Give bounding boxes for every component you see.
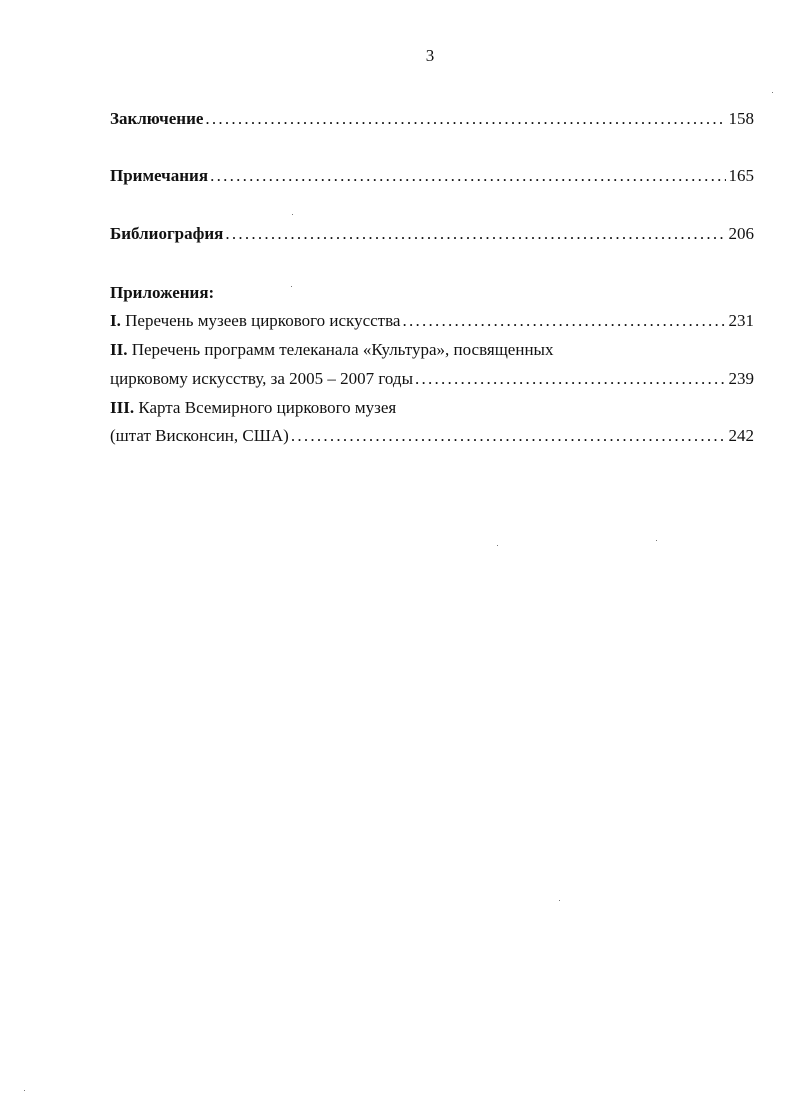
leader-dots: [291, 426, 726, 446]
appendix-numeral: III.: [110, 398, 135, 417]
toc-entry-appendix-2-line1: [110, 340, 553, 360]
toc-title: Заключение: [110, 109, 204, 128]
page-number: 3: [425, 46, 435, 65]
toc-entry-notes: [110, 166, 754, 186]
toc-page-number: 242: [728, 426, 754, 445]
toc-entry-appendix-3: [110, 426, 754, 446]
leader-dots: [225, 224, 725, 244]
appendix-title: Перечень музеев циркового искусства: [125, 311, 401, 330]
scan-speck: [24, 1090, 25, 1091]
toc-entry-conclusion: [110, 109, 754, 129]
leader-dots: [210, 166, 725, 186]
toc-page-number: 239: [728, 369, 754, 388]
leader-dots: [205, 109, 725, 129]
toc-title: Примечания: [110, 166, 209, 185]
toc-title: [110, 311, 400, 331]
toc-entry-bibliography: [110, 224, 754, 244]
toc-page-number: 165: [728, 166, 754, 185]
toc-entry-appendix-1: [110, 311, 754, 331]
toc-title: цирковому искусству, за 2005 – 2007 годы: [110, 369, 414, 388]
scan-speck: [497, 545, 498, 546]
scan-speck: [656, 540, 657, 541]
toc-entry-appendix-3-line1: [110, 398, 396, 418]
toc-page-number: 206: [728, 224, 754, 243]
leader-dots: [415, 369, 725, 389]
appendices-heading: Приложения:: [110, 283, 215, 302]
appendix-numeral: I.: [110, 311, 121, 330]
toc-page-number: 231: [728, 311, 754, 330]
leader-dots: [402, 311, 725, 331]
scan-speck: [772, 92, 773, 93]
scan-speck: [292, 214, 293, 215]
toc-page-number: 158: [728, 109, 754, 128]
toc-title: (штат Висконсин, США): [110, 426, 289, 445]
toc-entry-appendix-2: [110, 369, 754, 389]
appendix-title: Перечень программ телеканала «Культура», посвященных: [131, 340, 554, 359]
appendix-title: Карта Всемирного циркового музея: [138, 398, 397, 417]
scan-speck: [291, 286, 292, 287]
toc-title: Библиография: [110, 224, 224, 243]
scan-speck: [559, 900, 560, 901]
appendix-numeral: II.: [110, 340, 128, 359]
